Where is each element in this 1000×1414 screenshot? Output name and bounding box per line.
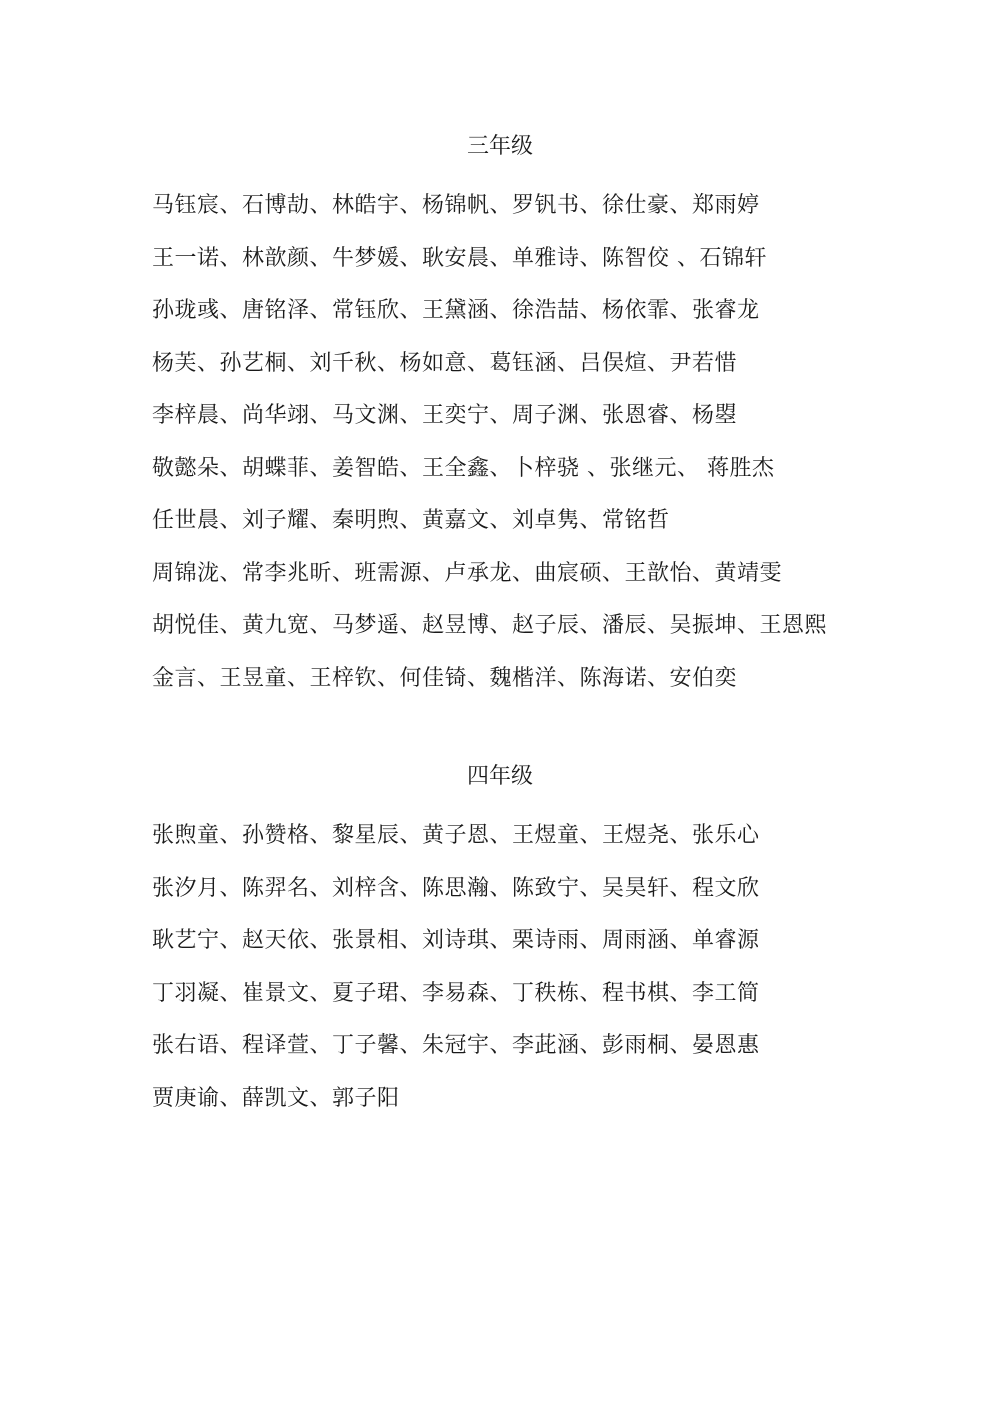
- name-line: 敬懿朵、胡蝶菲、姜智皓、王全鑫、卜梓骁 、张继元、 蒋胜杰: [152, 455, 775, 481]
- grade-4-title: 四年级: [466, 764, 533, 789]
- name-line: 李梓晨、尚华翊、马文渊、王奕宁、周子渊、张恩睿、杨曌: [152, 403, 738, 428]
- grade-4-name-list: [152, 810, 872, 1125]
- name-line: 任世晨、刘子耀、秦明煦、黄嘉文、刘卓隽、常铭哲: [152, 508, 670, 533]
- name-line: 张汐月、陈羿名、刘梓含、陈思瀚、陈致宁、吴昊轩、程文欣: [152, 875, 760, 901]
- grade-3-name-list: [152, 180, 872, 705]
- name-line: 胡悦佳、黄九宽、马梦遥、赵昱博、赵子辰、潘辰、吴振坤、王恩熙: [152, 613, 828, 638]
- grade-4-section: [152, 758, 872, 1125]
- name-line: 王一诺、林歆颜、牛梦媛、耿安晨、单雅诗、陈智佼 、石锦轩: [152, 245, 767, 271]
- name-line: 金言、王昱童、王梓钦、何佳锜、魏楷洋、陈海诺、安伯奕: [152, 665, 738, 691]
- name-line: 周锦泷、常李兆昕、班需源、卢承龙、曲宸硕、王歆怡、黄靖雯: [152, 560, 783, 586]
- name-line: 耿艺宁、赵天依、张景相、刘诗琪、栗诗雨、周雨涵、单睿源: [152, 928, 760, 953]
- name-line: 杨芙、孙艺桐、刘千秋、杨如意、葛钰涵、吕俣煊、尹若惜: [152, 350, 738, 376]
- name-line: 马钰宸、石博劼、林皓宇、杨锦帆、罗钒书、徐仕豪、郑雨婷: [152, 193, 760, 218]
- name-line: 张右语、程译萱、丁子馨、朱冠宇、李茈涵、彭雨桐、晏恩惠: [152, 1033, 760, 1058]
- grade-3-section: [152, 128, 872, 705]
- name-line: 贾庚谕、薛凯文、郭子阳: [152, 1085, 400, 1111]
- name-line: 孙珑彧、唐铭泽、常钰欣、王黛涵、徐浩喆、杨依霏、张睿龙: [152, 298, 760, 323]
- name-line: 张煦童、孙赞格、黎星辰、黄子恩、王煜童、王煜尧、张乐心: [152, 823, 760, 848]
- grade-3-title: 三年级: [466, 134, 533, 159]
- name-line: 丁羽凝、崔景文、夏子珺、李易森、丁秩栋、程书棋、李工简: [152, 980, 760, 1006]
